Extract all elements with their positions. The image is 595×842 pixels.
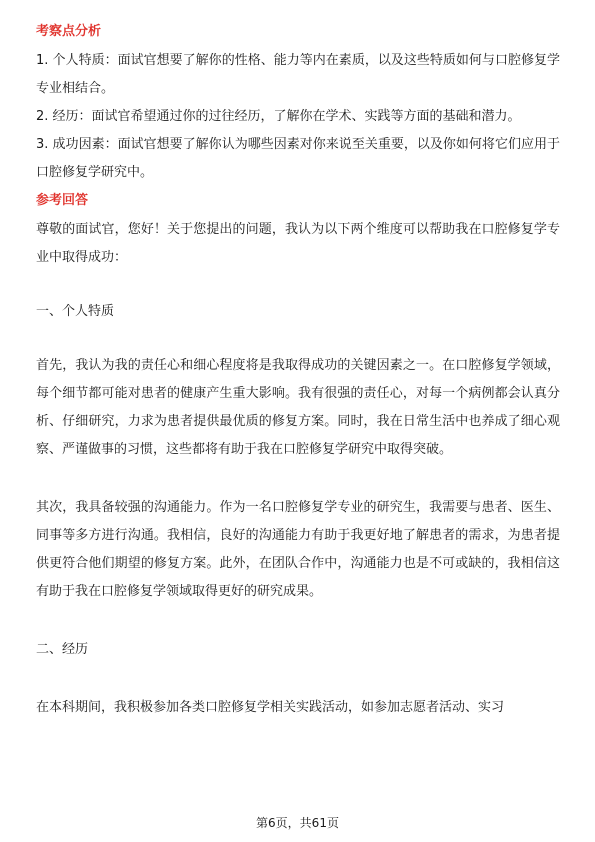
- analysis-heading: 考察点分析: [36, 24, 102, 39]
- document-page: [36, 22, 560, 722]
- section-1-title: 一、个人特质: [36, 304, 115, 319]
- analysis-item-2: 2. 经历：面试官希望通过你的过往经历，了解你在学术、实践等方面的基础和潜力。: [36, 109, 521, 124]
- page-number: 第6页，共61页: [256, 816, 339, 830]
- answer-heading: 参考回答: [36, 193, 89, 208]
- greeting-paragraph: 尊敬的面试官，您好！关于您提出的问题，我认为以下两个维度可以帮助我在口腔修复学专业中取得成功：: [36, 222, 560, 265]
- section-1-paragraph-2: 其次，我具备较强的沟通能力。作为一名口腔修复学专业的研究生，我需要与患者、医生、同事等多方进行沟通。我相信，良好的沟通能力有助于我更好地了解患者的需求，为患者提供更符合他们期望的修复方案。此外，在团队合作中，沟通能力也是不可或缺的，我相信这有助于我在口腔修复学领域取得更好的研究成果。: [36, 500, 560, 599]
- section-1-paragraph-1: 首先，我认为我的责任心和细心程度将是我取得成功的关键因素之一。在口腔修复学领域，每个细节都可能对患者的健康产生重大影响。我有很强的责任心，对每一个病例都会认真分析、仔细研究，力求为患者提供最优质的修复方案。同时，我在日常生活中也养成了细心观察、严谨做事的习惯，这些都将有助于我在口腔修复学研究中取得突破。: [36, 358, 560, 457]
- analysis-item-1: 1. 个人特质：面试官想要了解你的性格、能力等内在素质，以及这些特质如何与口腔修复学专业相结合。: [36, 53, 560, 96]
- section-2-paragraph-1: 在本科期间，我积极参加各类口腔修复学相关实践活动，如参加志愿者活动、实习: [36, 700, 505, 715]
- section-2-title: 二、经历: [36, 642, 89, 657]
- analysis-item-3: 3. 成功因素：面试官想要了解你认为哪些因素对你来说至关重要，以及你如何将它们应用于口腔修复学研究中。: [36, 137, 560, 180]
